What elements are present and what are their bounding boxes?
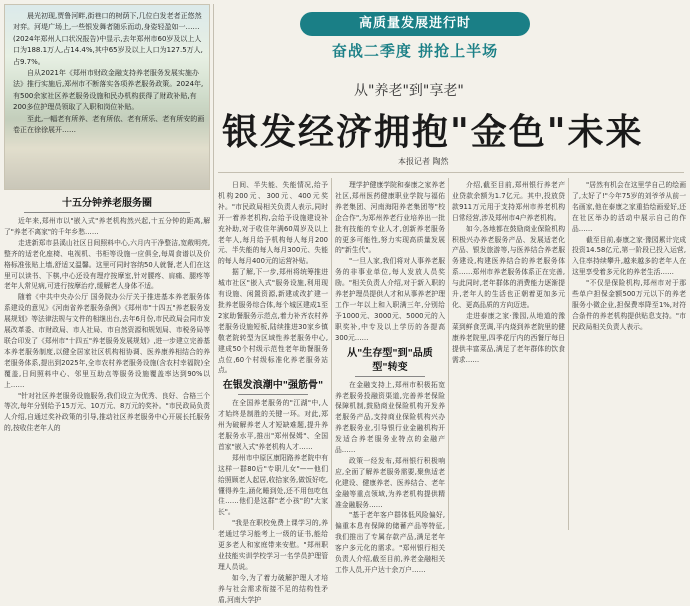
paragraph: 政策一经发布,郑州银行积极响应,全面了解养老服务需要,聚焦适老化建设、健康养老、医养结合、老年金融等重点领域,为养老机构提供精准金融服务……: [335, 456, 445, 509]
paragraph: 走进泰康之家·豫园,从地道的豫菜到鲜食烹调,平内烧到养老院里的健康养老院里,四季花厅内的西餐厅每日提供丰富菜品,满足了老年群体的饮食需求……: [452, 311, 565, 364]
paragraph: 截至目前,泰康之家·豫园累计完成投资14.58亿元,第一阶段已投入运营,入住率持续攀升,越来越多的老年人在这里享受着多元化的养老生活……: [572, 235, 686, 277]
deck-line: 从"养老"到"享老": [354, 83, 464, 99]
paragraph: "不仅是保险机构,郑州市对于那些单户担保金额500万元以下的养老服务小微企业,担保费率降至1%,对符合条件的养老机构提供贴息支持。"市民政局相关负责人表示。: [572, 279, 686, 331]
paragraph: 据了解,下一步,郑州将统筹推进城市社区"嵌入式"服务设施,利用现有设施、闲置资源,新建或改扩建一批养老服务综合体,每个城区建成1至2家助餐服务示范点,着力补齐农村养老服务设施短板,陆续推进30家乡镇敬老院转型为区域性养老服务中心,建成50个村级示范性老年助餐服务点位,60个村级标准化养老服务站点。: [218, 268, 328, 375]
paragraph: 近年来,郑州市以"嵌入式"养老机构然兴起,十五分钟的距离,解了"养老不离家"的千年乡愁……: [4, 217, 210, 236]
paragraph: 理学护健康学院和泰康之家养老社区,郑州医药健康职业学院与福佑养老集团、河南海阳养老集团等"校企合作",为郑州养老行业培养出一批批有技能的专业人才,创新养老服务的更多可能性,努力实现高质量发展的"新生代"。: [335, 181, 445, 255]
column-2: [218, 180, 328, 604]
paragraph: 介绍,截至目前,郑州银行养老产业贷款余额为1.7亿元。其中,投放贷款911万元用于支持郑州市养老机构日常经营,涉及郑州市4户养老机构。: [452, 181, 565, 222]
paragraph: 在金融支持上,郑州市积极拓宽养老服务投融资渠道,完善养老保险保障机制,鼓励商业保险机构开发养老服务产品,支持商业保险机构兴办养老服务业,引导银行业金融机构开发适合养老服务业特点的金融产品……: [335, 380, 445, 455]
column-rule: [568, 178, 569, 530]
headline: 银发经济拥抱"金色"未来: [222, 111, 644, 153]
kicker-subtitle: 奋战二季度 拼抢上半场: [331, 42, 499, 60]
caption-paragraph: 至此,一幅老有所养、老有所依、老有所乐、老有所安的画卷正在徐徐展开……: [13, 114, 205, 135]
paragraph: 日间、半失能、失能情况,给予机构200元、300元、400元奖补。"市民政局相关负责人表示,同时开一着养老机构,会给予设施建设补充补助,对于收住年满60周岁及以上老年人,每月给予机构每人每月200元、半失能的每人每月300元、失能的每人每月400元的运营补贴。: [218, 181, 328, 266]
paragraph: "基于老年客户群体低风险偏好,偏重本息有保障的储蓄产品等特征,我们推出了专属存款产品,满足老年客户多元化的需求。"郑州银行相关负责人介绍,截至目前,养老金融相关工作人员,开户达十余万户……: [335, 511, 445, 574]
column-5: [572, 180, 686, 530]
column-4: [452, 180, 565, 530]
photo-caption: [13, 11, 205, 136]
byline: 本报记者 陶然: [398, 157, 449, 166]
subheading: 在银发浪潮中"强筋骨": [218, 379, 328, 395]
paragraph: "一旦人家,我们将对人事养老服务的非事业单位,每人发放人员奖励。"相关负责人介绍,对于新入职的养老护理员提供人才和从事养老护理工作一年以上和入职满三年,分别给予1000元、3000元、5000元的入职奖补,中专及以上学历的各提高300元……: [335, 257, 445, 342]
paragraph: "针对社区养老服务设施服务,我们设立为优秀、良好、合格三个等次,每年分别给予15万元、10万元、8万元的奖补。"市民政局负责人介绍,自通过奖补政策的引导,推动社区养老服务中心开展长托服务的,按收住老年人的: [4, 391, 210, 433]
column-rule: [213, 4, 214, 530]
column-1: [4, 194, 210, 530]
paragraph: 随着《中共中央办公厅 国务院办公厅关于推进基本养老服务体系建设的意见》《河南省养老服务条例》《郑州市"十四五"养老服务发展规划》等法律法规与文件的相继出台,去年6月份,市民政局会同市发展改革委、市财政局、市人社局、市自然资源和规划局、市税务局等联合印发了《郑州市"十四五"养老服务发展规划》,进一步建立完善基本养老服务制度,以健全居家社区机构相协调、医养康养相结合的养老服务体系,提出到2025年,全市农村养老服务设施(含农村幸福院)全覆盖,日间照料中心、邻里互助点等服务设施覆盖率达到90%以上……: [4, 293, 210, 389]
paragraph: 如今,为了着力破解护理人才培养与社会需求衔接不足的结构性矛盾,河南大学护: [218, 573, 328, 604]
column-rule: [448, 178, 449, 530]
column-3: [335, 180, 445, 574]
paragraph: 郑州市中原区康阳路养老院中有这样一群80后"专职儿女"——他们给照顾老人起居,收拾家务,做饭好吃,懂得养生,涵化睡到处,还不用包吃包住……他们是这群"老小孩"的"大家长"。: [218, 453, 328, 517]
paragraph: "居然有机会在这里学自己的绘画了,太好了!"今年75岁的刘爷爷从前一名画家,他在泰康之家重拾绘画爱好,还在社区举办的活动中展示自己的作品……: [572, 181, 686, 233]
kicker-banner: 高质量发展进行时: [300, 12, 530, 36]
caption-paragraph: 晨光初现,贾鲁河畔,街巷口的树荫下,几位白发老者正悠然对弈。河堤广场上,一些银发舞者随乐而动,身姿轻盈如一……(2024年郑州人口状况报告)中显示,去年郑州市60岁及以上人口为188.1万人,占14.4%,其中65岁及以上人口为127.5万人,占9.7%。: [13, 12, 203, 66]
lead-photo: [4, 4, 210, 190]
paragraph: 如今,各地都在鼓励商业保险机构积极兴办养老服务产品、发展适老化产品、银发旅游等,与医养结合养老服务建设,构建医养结合的养老服务体系……郑州市养老服务体系正在完善,与此同时,老年群体的消费能力逐渐提升,老年人的生活也正朝着更加多元化、更高品质的方向迈进。: [452, 224, 565, 309]
paragraph: "我是在职校免费上课学习的,养老通过学习能考上一级的证书,能给更多老人和家庭带来安慰。"郑州职业技能实训学校学习一名学员护理管理人员说。: [218, 519, 328, 571]
column-rule: [331, 178, 332, 530]
subheading: 从"生存型"到"品质型"转变: [335, 347, 445, 377]
caption-paragraph: 自从2021年《郑州市财政金融支持养老服务发展实施办法》推行实施后,郑州市不断落实各项养老服务政策。2024年,有500余家社区养老服务设施和民办机构获得了财政补贴,有200多位护理员领取了入职和岗位补贴。: [13, 69, 204, 112]
subheading: 十五分钟养老服务圈: [4, 197, 210, 213]
header-rule: [218, 172, 684, 173]
paragraph: 在全国养老服务的"江湖"中,人才始终是制胜的关键一环。对此,郑州为破解养老人才短缺难题,提升养老服务水平,推出"郑州保姆"、全国首家"嵌入式"养老机构人才……: [218, 399, 328, 451]
paragraph: 走进新郑市县溪山社区日间照料中心,六月内干净整洁,宽敞明亮,整齐的适老化座椅、电视机、书柜等设施一应俱全,每周食谱以及价格标准张贴上墙,舒适又温馨。这里可同时容纳50人就餐,老人们在这里可以读书、下棋,中心还设有理疗按摩室,针对腰疼、肩痛、腿疼等老年人常见病,可进行按摩治疗,缓解老人身体不适。: [4, 238, 210, 291]
